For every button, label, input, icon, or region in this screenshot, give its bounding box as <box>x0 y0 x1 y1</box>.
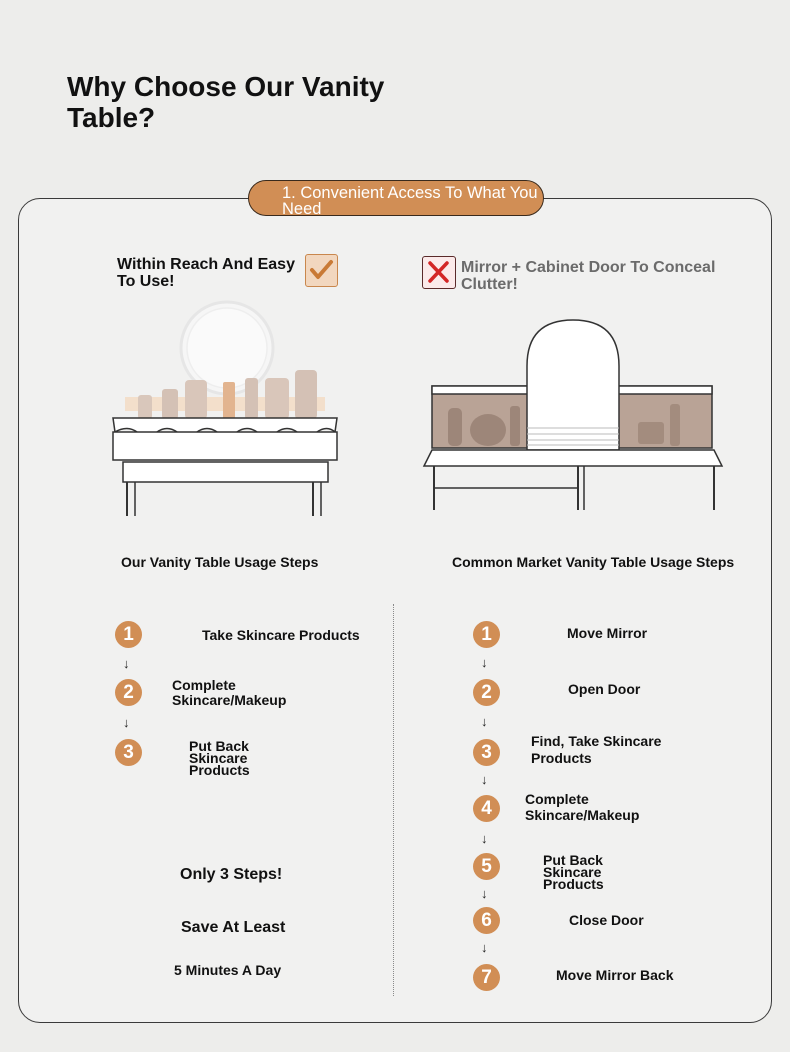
down-arrow-icon: ↓ <box>481 772 488 787</box>
left-step-text: Put Back Skincare Products <box>189 738 250 778</box>
down-arrow-icon: ↓ <box>481 886 488 901</box>
right-step-text: Close Door <box>569 912 644 928</box>
step-number-badge: 4 <box>473 795 500 822</box>
left-step-text: Take Skincare Products <box>202 627 360 643</box>
down-arrow-icon: ↓ <box>123 656 130 671</box>
right-subtitle: Common Market Vanity Table Usage Steps <box>452 554 735 570</box>
step-number-badge: 5 <box>473 853 500 880</box>
left-heading: Within Reach And Easy To Use! <box>117 256 295 290</box>
step-number-badge: 1 <box>115 621 142 648</box>
cabinet-vanity-illustration <box>420 318 725 518</box>
steps-summary: Only 3 Steps! <box>180 866 283 883</box>
step-number-badge: 6 <box>473 907 500 934</box>
section-pill: 1. Convenient Access To What You Need <box>248 180 544 216</box>
right-step-text: Complete Skincare/Makeup <box>525 791 640 823</box>
down-arrow-icon: ↓ <box>123 715 130 730</box>
step-number-badge: 7 <box>473 964 500 991</box>
time-saving-amount: 5 Minutes A Day <box>174 962 282 978</box>
checkmark-icon <box>305 254 338 287</box>
left-subtitle: Our Vanity Table Usage Steps <box>121 554 319 570</box>
step-number-badge: 1 <box>473 621 500 648</box>
step-number-badge: 2 <box>115 679 142 706</box>
step-number-badge: 3 <box>115 739 142 766</box>
down-arrow-icon: ↓ <box>481 831 488 846</box>
right-step-text: Find, Take Skincare Products <box>531 733 662 766</box>
down-arrow-icon: ↓ <box>481 714 488 729</box>
step-number-badge: 2 <box>473 679 500 706</box>
open-vanity-illustration <box>105 300 345 520</box>
cross-icon <box>422 256 456 289</box>
time-saving-line: Save At Least <box>181 919 286 936</box>
left-step-text: Complete Skincare/Makeup <box>172 677 287 708</box>
down-arrow-icon: ↓ <box>481 940 488 955</box>
down-arrow-icon: ↓ <box>481 655 488 670</box>
step-number-badge: 3 <box>473 739 500 766</box>
right-step-text: Open Door <box>568 681 641 697</box>
right-step-text: Move Mirror <box>567 625 648 641</box>
right-step-text: Move Mirror Back <box>556 967 674 983</box>
right-step-text: Put Back Skincare Products <box>543 852 604 892</box>
column-divider <box>393 604 394 996</box>
right-heading: Mirror + Cabinet Door To Conceal Clutter! <box>461 259 716 293</box>
page-title: Why Choose Our Vanity Table? <box>67 71 385 133</box>
